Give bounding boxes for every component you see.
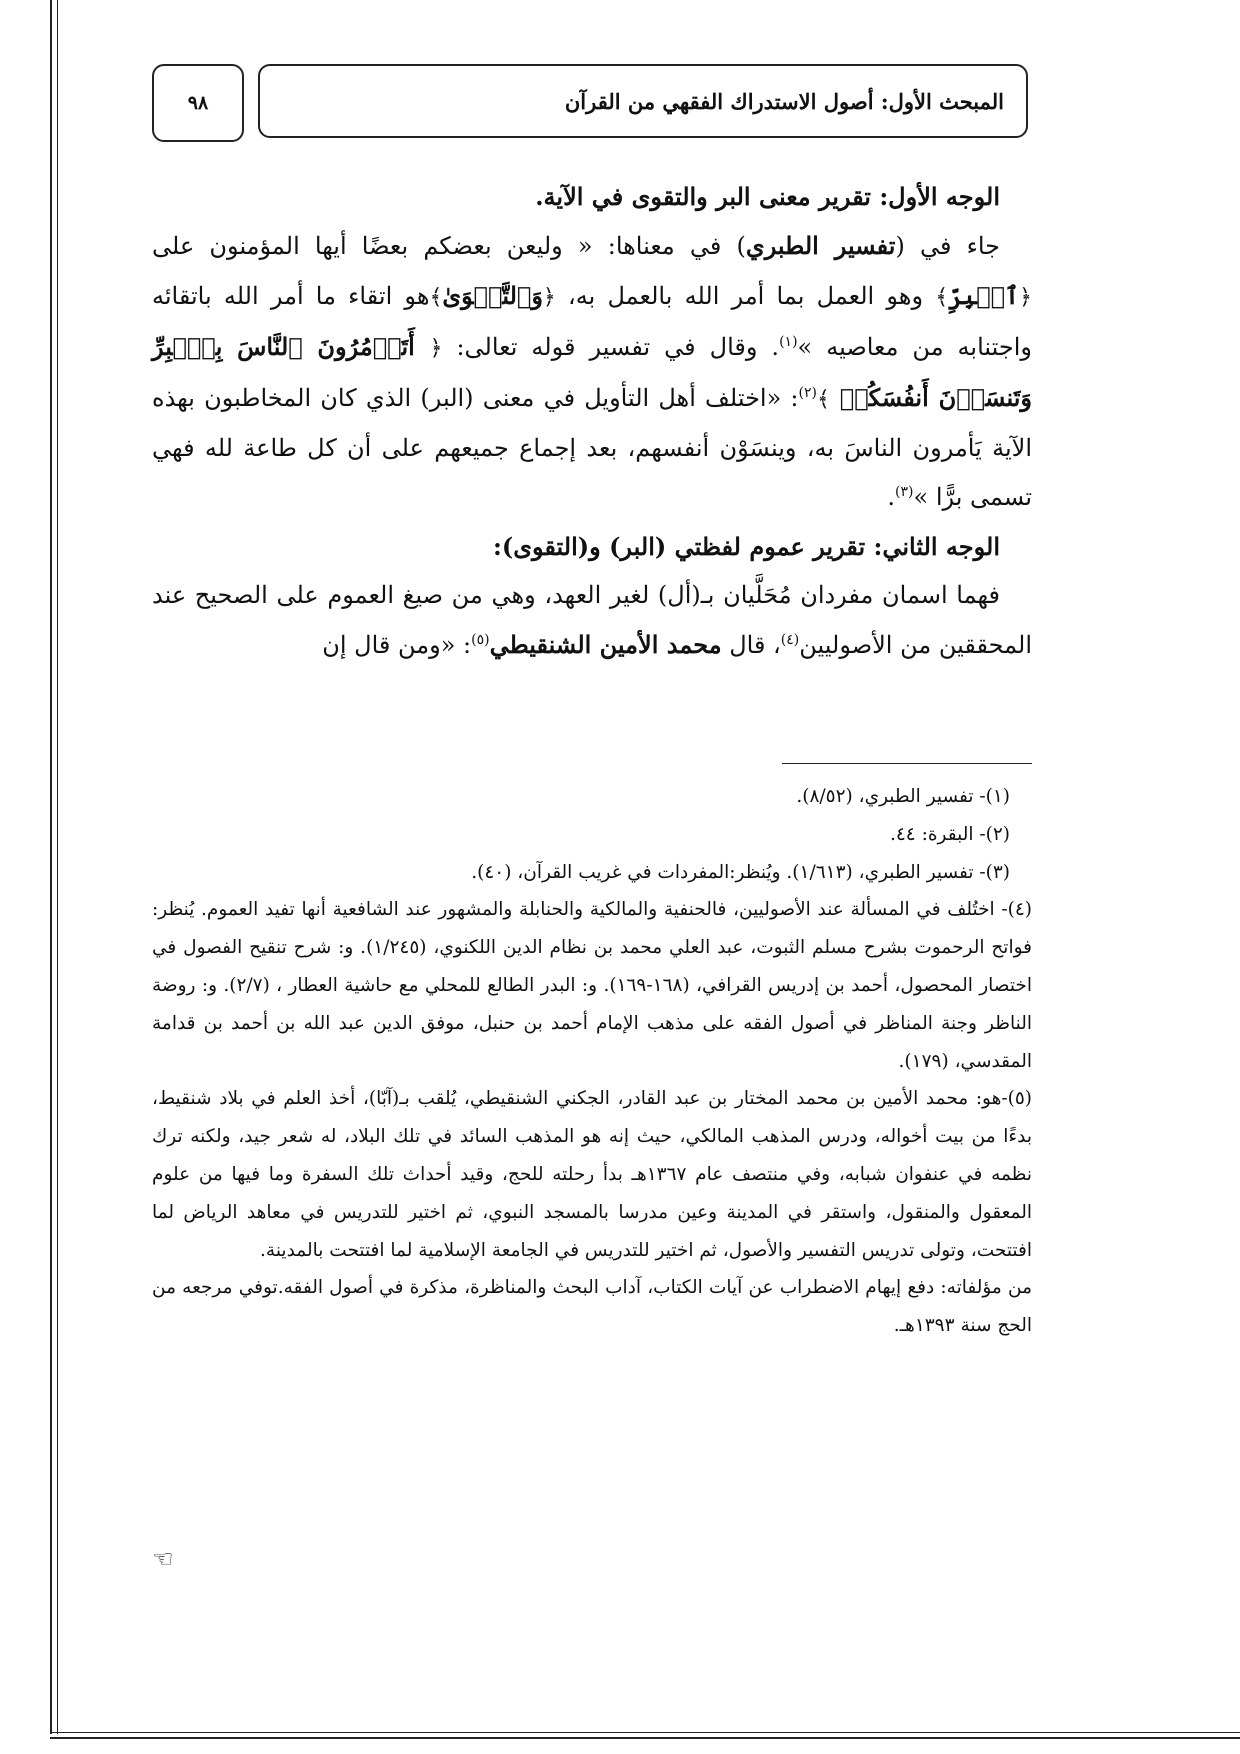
p1-text-f: . وقال في تفسير قوله تعالى: [442, 333, 780, 361]
p1-text-c: ) في معناها: « وليعن بعضكم بعضًا أيها المؤمنون على [152, 232, 746, 260]
page-border-bottom [50, 1732, 1240, 1739]
p2-text-c: : «ومن قال إن [322, 631, 472, 659]
section-heading-2: الوجه الثاني: تقرير عموم لفظتي (البر) و(التقوى): [493, 532, 1000, 561]
running-header-title: المبحث الأول: أصول الاستدراك الفقهي من القرآن [564, 88, 1004, 114]
quran-word-birr: ٱلۡبِرِّ [948, 281, 1020, 310]
p2-text-b: ، قال [721, 631, 781, 659]
footnote-5: (٥)-هو: محمد الأمين بن محمد المختار بن عبد القادر، الجكني الشنقيطي، يُلقب بـ(آبّا)، أخذ العلم في بلاد شنقيط، بدءًا من بيت أخواله، ودرس المذهب المالكي، حيث إنه هو المذهب السائد في تلك البلاد، له شعر جيد، ولكنه ترك نظمه في عنفوان شبابه، وفي منتصف عام ١٣٦٧هـ بدأ رحلته للحج، وقيد أحداث تلك السفرة وما فيها من علوم المعقول والمنقول، واستقر في المدينة وعين مدرسا بالمسجد النبوي، ثم اختير للتدريس في معاهد الرياض لما افتتحت، وتولى تدريس التفسير والأصول، ثم اختير للتدريس في الجامعة الإسلامية لما افتتحت بالمدينة. [152, 1088, 1033, 1261]
footnote-5-works: من مؤلفاته: دفع إيهام الاضطراب عن آيات الكتاب، آداب البحث والمناظرة، مذكرة في أصول الفقه.توفي مرجعه من الحج سنة ١٣٩٣هـ. [152, 1277, 1032, 1337]
source-title-tabari: تفسير الطبري [745, 231, 896, 260]
footnote-ref-4[interactable]: (٤) [780, 632, 800, 648]
p1-text-d: وهو العمل بما أمر الله بالعمل به، [555, 282, 936, 310]
page-number: ٩٨ [152, 64, 244, 142]
footnotes [152, 778, 1032, 1345]
quran-bracket-close: ﴾ [429, 285, 443, 310]
quran-bracket-open: ﴿ [429, 336, 443, 361]
footnote-4: (٤)- اختُلف في المسألة عند الأصوليين، فالحنفية والمالكية والحنابلة والمشهور عند الشافعية أنها تفيد العموم. يُنظر: فواتح الرحموت بشرح مسلم الثبوت، عبد العلي محمد بن نظام الدين اللكنوي، (١/٢٤٥). و: شرح تنقيح الفصول في اختصار المحصول، أحمد بن إدريس القرافي، (١٦٨-١٦٩). و: البدر الطالع للمحلي مع حاشية العطار ، (٢/٧). و: روضة الناظر وجنة المناظر في أصول الفقه على مذهب الإمام أحمد بن حنبل، موفق الدين عبد الله بن أحمد بن قدامة المقدسي، (١٧٩). [152, 899, 1032, 1072]
footnote-separator [782, 763, 1032, 764]
quran-bracket-close: ﴾ [817, 387, 830, 412]
paragraph-1 [152, 221, 1032, 522]
footnote-1: (١)- تفسير الطبري، (٨/٥٢). [796, 786, 1010, 807]
footnote-ref-2[interactable]: (٢) [798, 385, 817, 401]
footnote-ref-3[interactable]: (٣) [895, 484, 914, 500]
paragraph-2 [152, 571, 1032, 670]
p1-text-a: جاء في ( [895, 232, 1000, 260]
footnote-ref-5[interactable]: (٥) [471, 632, 490, 648]
p2-text-a: فهما اسمان مفردان مُحَلَّيان بـ(أل) لغير العهد، وهي من صيغ العموم على الصحيح عند المحققين من الأصوليين [152, 581, 1032, 659]
p1-text-g: : «اختلف أهل التأويل في معنى (البر) الذي كان المخاطبون بهذه الآية يَأمرون الناسَ به، وينسَوْن أنفسهم، بعد إجماع جميعهم على أن كل طاعة لله فهي تسمى برًّا » [152, 384, 1032, 511]
quran-bracket-open: ﴿ [542, 285, 556, 310]
section-heading-1: الوجه الأول: تقرير معنى البر والتقوى في الآية. [535, 182, 1000, 211]
quran-bracket-open: ﴿ [1019, 285, 1033, 310]
main-text [152, 172, 1032, 670]
running-header [258, 64, 1028, 138]
footnote-ref-1[interactable]: (١) [779, 334, 798, 350]
page-border-left [50, 0, 58, 1734]
scholar-name-shinqiti: محمد الأمين الشنقيطي [489, 630, 722, 659]
p1-text-h: . [887, 483, 896, 511]
footnote-2: (٢)- البقرة: ٤٤. [889, 823, 1010, 845]
footnote-3: (٣)- تفسير الطبري، (١/٦١٣). ويُنظر:المفردات في غريب القرآن، (٤٠). [471, 861, 1010, 883]
quran-verse-baqarah-44: أَتَأۡمُرُونَ ٱلنَّاسَ بِٱلۡبِرِّ وَتَنسَوۡنَ أَنفُسَكُمۡ [152, 332, 1032, 412]
quran-word-taqwa: وَٱلتَّقۡوَىٰ [442, 281, 543, 310]
p1-text-e: هو اتقاء ما أمر الله باتقائه واجتنابه من معاصيه » [152, 282, 1032, 361]
pointing-hand-icon: ☜ [152, 1545, 174, 1573]
quran-bracket-close: ﴾ [935, 285, 949, 310]
